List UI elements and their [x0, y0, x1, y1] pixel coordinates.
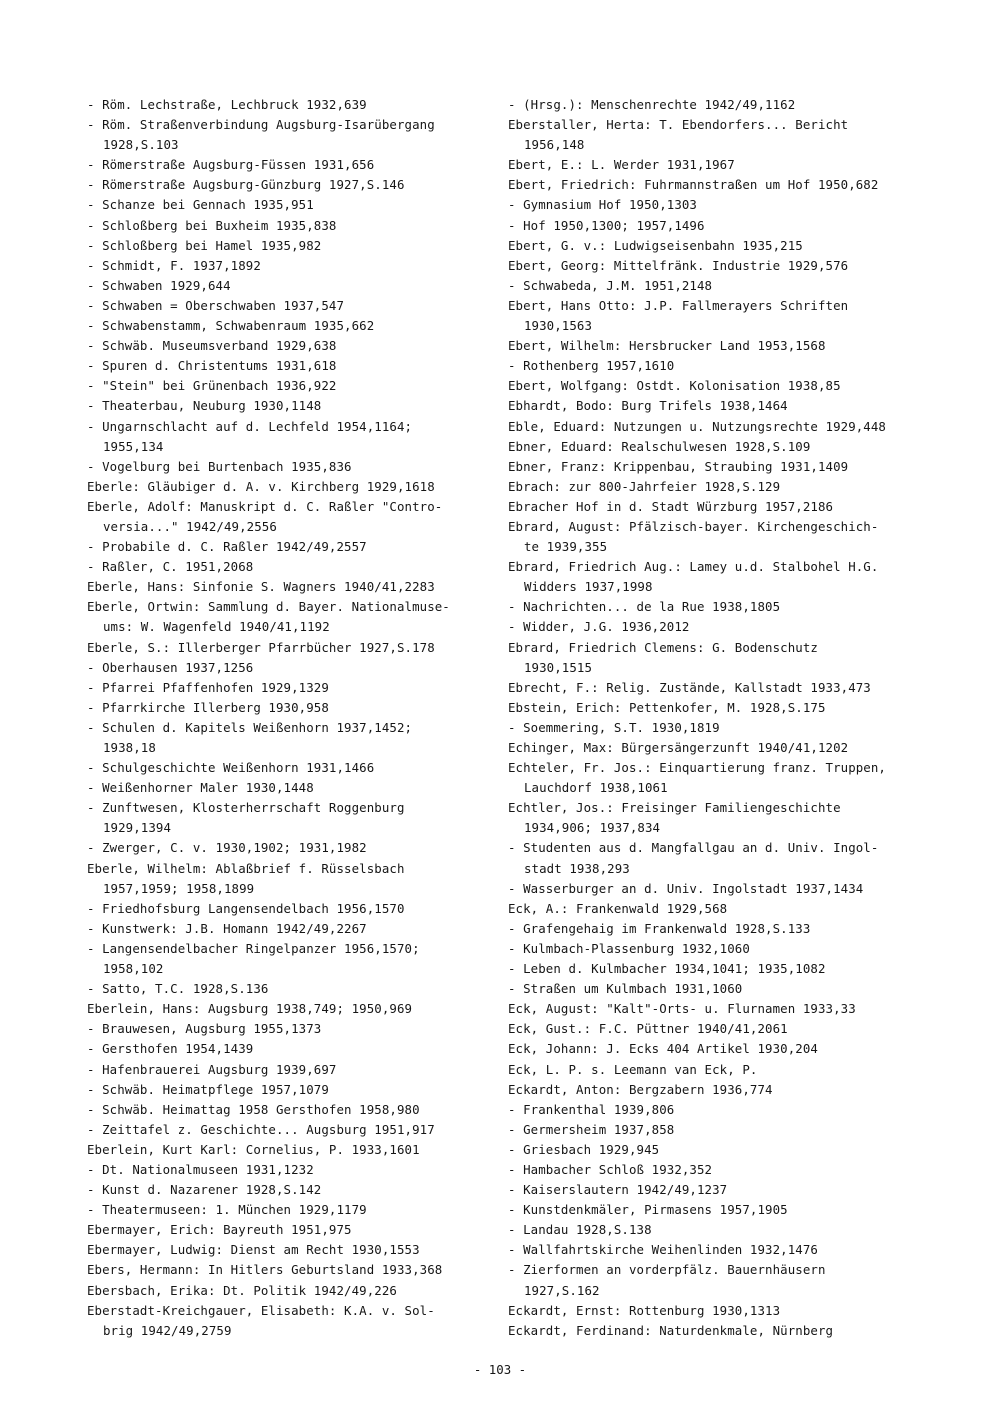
index-entry-line: - Pfarrkirche Illerberg 1930,958 — [87, 699, 329, 715]
index-entry-line: - Dt. Nationalmuseen 1931,1232 — [87, 1161, 314, 1177]
index-entry-continuation: 1934,906; 1937,834 — [524, 820, 661, 836]
index-entry — [508, 617, 918, 637]
index-entry-line: Echtler, Jos.: Freisinger Familiengeschichte — [508, 800, 841, 816]
index-entry-continuation: versia..." 1942/49,2556 — [103, 518, 277, 534]
index-entry — [87, 457, 487, 477]
index-entry-line: Eckardt, Anton: Bergzabern 1936,774 — [508, 1081, 773, 1097]
index-entry — [87, 718, 487, 758]
index-entry-line: - Kunstdenkmäler, Pirmasens 1957,1905 — [508, 1202, 788, 1218]
index-entry-line: - Römerstraße Augsburg-Füssen 1931,656 — [87, 157, 375, 173]
index-entry-line: - Schloßberg bei Buxheim 1935,838 — [87, 217, 337, 233]
index-entry — [87, 155, 487, 175]
index-entry-line: - Hof 1950,1300; 1957,1496 — [508, 217, 705, 233]
index-entry — [87, 216, 487, 236]
index-entry-line: Eck, Gust.: F.C. Püttner 1940/41,2061 — [508, 1021, 788, 1037]
index-entry-continuation: ums: W. Wagenfeld 1940/41,1192 — [103, 619, 330, 635]
index-entry-line: - Vogelburg bei Burtenbach 1935,836 — [87, 458, 352, 474]
index-entry-line: Ebner, Franz: Krippenbau, Straubing 1931,1409 — [508, 458, 849, 474]
index-entry — [87, 1240, 487, 1260]
index-entry-line: - Kaiserslautern 1942/49,1237 — [508, 1182, 728, 1198]
index-entry-continuation: 1928,S.103 — [103, 137, 179, 153]
index-entry — [508, 979, 918, 999]
index-entry — [87, 859, 487, 899]
index-entry-line: - Oberhausen 1937,1256 — [87, 659, 254, 675]
index-entry-line: - Zierformen an vorderpfälz. Bauernhäusern — [508, 1262, 826, 1278]
index-entry-line: - Probabile d. C. Raßler 1942/49,2557 — [87, 539, 367, 555]
index-entry — [87, 919, 487, 939]
index-entry-line: - Kulmbach-Plassenburg 1932,1060 — [508, 940, 750, 956]
index-entry — [508, 879, 918, 899]
index-entry — [87, 1200, 487, 1220]
index-entry-line: Ebert, G. v.: Ludwigseisenbahn 1935,215 — [508, 237, 803, 253]
index-entry-line: Ebstein, Erich: Pettenkofer, M. 1928,S.175 — [508, 699, 826, 715]
index-entry — [508, 557, 918, 597]
index-entry-line: - Zunftwesen, Klosterherrschaft Roggenburg — [87, 800, 405, 816]
index-entry — [508, 1240, 918, 1260]
index-entry-line: - Satto, T.C. 1928,S.136 — [87, 981, 269, 997]
index-entry-line: - Spuren d. Christentums 1931,618 — [87, 358, 337, 374]
index-entry — [87, 95, 487, 115]
index-entry — [508, 296, 918, 336]
index-entry-line: - Wallfahrtskirche Weihenlinden 1932,1476 — [508, 1242, 818, 1258]
index-entry-line: - Kunst d. Nazarener 1928,S.142 — [87, 1182, 322, 1198]
index-entry-line: - Schwäb. Museumsverband 1929,638 — [87, 338, 337, 354]
index-entry — [508, 497, 918, 517]
index-entry — [508, 1180, 918, 1200]
index-entry-continuation: Widders 1937,1998 — [524, 579, 653, 595]
index-entry-line: Eberlein, Kurt Karl: Cornelius, P. 1933,1601 — [87, 1141, 420, 1157]
index-entry — [508, 1100, 918, 1120]
index-entry-line: Ebert, E.: L. Werder 1931,1967 — [508, 157, 735, 173]
index-entry — [508, 939, 918, 959]
index-entry — [87, 899, 487, 919]
index-entry — [508, 517, 918, 557]
index-entry — [87, 557, 487, 577]
index-entry — [87, 1039, 487, 1059]
index-entry-line: Ebert, Friedrich: Fuhrmannstraßen um Hof 1950,682 — [508, 177, 879, 193]
index-entry-line: Ebrard, Friedrich Aug.: Lamey u.d. Stalbohel H.G. — [508, 559, 879, 575]
index-entry — [87, 979, 487, 999]
index-entry — [87, 999, 487, 1019]
index-entry — [508, 155, 918, 175]
index-entry-line: Ebrard, August: Pfälzisch-bayer. Kirchengeschich- — [508, 518, 879, 534]
index-entry-line: Eberle, Adolf: Manuskript d. C. Raßler "Contro- — [87, 498, 443, 514]
index-entry — [87, 798, 487, 838]
index-entry-line: - Schwaben = Oberschwaben 1937,547 — [87, 297, 345, 313]
index-entry — [87, 175, 487, 195]
index-entry-continuation: Lauchdorf 1938,1061 — [524, 780, 668, 796]
index-entry-line: - Schwabeda, J.M. 1951,2148 — [508, 277, 713, 293]
index-entry-continuation: 1957,1959; 1958,1899 — [103, 880, 255, 896]
index-entry-line: - Röm. Lechstraße, Lechbruck 1932,639 — [87, 97, 367, 112]
index-entry — [508, 376, 918, 396]
index-entry — [508, 437, 918, 457]
index-entry-continuation: brig 1942/49,2759 — [103, 1322, 232, 1338]
index-entry-line: - Theaterbau, Neuburg 1930,1148 — [87, 398, 322, 414]
index-entry — [87, 1080, 487, 1100]
page-number: - 103 - — [473, 1362, 527, 1377]
index-entry — [87, 1281, 487, 1301]
index-entry-line: - Brauwesen, Augsburg 1955,1373 — [87, 1021, 322, 1037]
index-entry-line: Ebert, Georg: Mittelfränk. Industrie 1929,576 — [508, 257, 849, 273]
index-entry — [508, 1080, 918, 1100]
index-entry-line: - Zeittafel z. Geschichte... Augsburg 1951,917 — [87, 1121, 435, 1137]
index-entry-line: Eberle, S.: Illerberger Pfarrbücher 1927,S.178 — [87, 639, 435, 655]
index-entry — [508, 738, 918, 758]
index-entry — [87, 477, 487, 497]
index-entry — [508, 758, 918, 798]
index-entry-continuation: 1927,S.162 — [524, 1282, 600, 1298]
index-entry — [508, 1301, 918, 1321]
index-entry-line: - Röm. Straßenverbindung Augsburg-Isarübergang — [87, 117, 435, 133]
index-entry — [87, 195, 487, 215]
index-entry — [508, 356, 918, 376]
index-entry — [87, 658, 487, 678]
index-entry — [508, 417, 918, 437]
index-entry-line: Eberstadt-Kreichgauer, Elisabeth: K.A. v. Sol- — [87, 1302, 435, 1318]
index-entry — [87, 1160, 487, 1180]
index-entry-line: Ebermayer, Erich: Bayreuth 1951,975 — [87, 1222, 352, 1238]
index-entry — [87, 778, 487, 798]
index-entry — [87, 1060, 487, 1080]
index-entry — [87, 577, 487, 597]
index-entry — [87, 256, 487, 276]
index-entry-line: - Schmidt, F. 1937,1892 — [87, 257, 261, 273]
index-entry-line: - Gersthofen 1954,1439 — [87, 1041, 254, 1057]
index-entry — [508, 276, 918, 296]
index-entry — [87, 115, 487, 155]
index-entry-line: - Zwerger, C. v. 1930,1902; 1931,1982 — [87, 840, 367, 856]
index-entry — [87, 1120, 487, 1140]
index-entry-line: - Studenten aus d. Mangfallgau an d. Univ. Ingol- — [508, 840, 879, 856]
index-entry-line: - Schloßberg bei Hamel 1935,982 — [87, 237, 322, 253]
index-entry-line: - Schwäb. Heimattag 1958 Gersthofen 1958,980 — [87, 1101, 420, 1117]
index-entry-line: - Frankenthal 1939,806 — [508, 1101, 675, 1117]
index-entry-line: Eckardt, Ernst: Rottenburg 1930,1313 — [508, 1302, 781, 1318]
index-entry — [508, 1019, 918, 1039]
index-entry-line: - Rothenberg 1957,1610 — [508, 358, 675, 374]
index-entry — [87, 376, 487, 396]
index-entry — [508, 1220, 918, 1240]
index-entry-line: Ebhardt, Bodo: Burg Trifels 1938,1464 — [508, 398, 788, 414]
left-column — [87, 95, 487, 1341]
index-entry-line: Ebert, Wolfgang: Ostdt. Kolonisation 1938,85 — [508, 378, 841, 394]
index-entry — [508, 678, 918, 698]
index-entry-continuation: stadt 1938,293 — [524, 860, 630, 876]
index-entry — [87, 939, 487, 979]
index-entry — [508, 477, 918, 497]
index-entry-line: - Leben d. Kulmbacher 1934,1041; 1935,1082 — [508, 961, 826, 977]
index-entry — [87, 336, 487, 356]
index-entry-line: - Germersheim 1937,858 — [508, 1121, 675, 1137]
index-entry-continuation: 1930,1563 — [524, 318, 593, 334]
index-entry-line: Echteler, Fr. Jos.: Einquartierung franz. Truppen, — [508, 760, 886, 776]
index-entry-line: Ebrecht, F.: Relig. Zustände, Kallstadt 1933,473 — [508, 679, 871, 695]
index-entry-line: - Friedhofsburg Langensendelbach 1956,1570 — [87, 900, 405, 916]
index-entry-line: - Wasserburger an d. Univ. Ingolstadt 1937,1434 — [508, 880, 864, 896]
index-entry-line: Eberle, Ortwin: Sammlung d. Bayer. Nationalmuse- — [87, 599, 450, 615]
index-entry — [87, 1100, 487, 1120]
index-entry — [508, 95, 918, 115]
index-entry-line: Eberstaller, Herta: T. Ebendorfers... Bericht — [508, 117, 849, 133]
index-entry-line: - Gymnasium Hof 1950,1303 — [508, 197, 697, 213]
index-entry — [508, 1140, 918, 1160]
index-entry — [87, 537, 487, 557]
index-entry-line: - Soemmering, S.T. 1930,1819 — [508, 719, 720, 735]
index-entry — [508, 838, 918, 878]
index-entry-line: - Schwäb. Heimatpflege 1957,1079 — [87, 1081, 329, 1097]
index-entry — [508, 638, 918, 678]
index-entry-continuation: 1956,148 — [524, 137, 585, 153]
index-entry — [508, 1321, 918, 1341]
index-entry — [508, 798, 918, 838]
index-entry-line: Eck, Johann: J. Ecks 404 Artikel 1930,204 — [508, 1041, 818, 1057]
index-entry — [87, 1260, 487, 1280]
index-entry-line: - Straßen um Kulmbach 1931,1060 — [508, 981, 743, 997]
index-entry-line: Eck, A.: Frankenwald 1929,568 — [508, 900, 728, 916]
index-entry-line: Ebers, Hermann: In Hitlers Geburtsland 1933,368 — [87, 1262, 443, 1278]
index-entry — [508, 698, 918, 718]
index-entry — [87, 678, 487, 698]
index-entry — [87, 356, 487, 376]
index-entry-line: - Ungarnschlacht auf d. Lechfeld 1954,1164; — [87, 418, 413, 434]
index-entry-line: - Nachrichten... de la Rue 1938,1805 — [508, 599, 781, 615]
index-entry — [508, 1200, 918, 1220]
index-entry-line: - Römerstraße Augsburg-Günzburg 1927,S.146 — [87, 177, 405, 193]
index-entry-line: - Schanze bei Gennach 1935,951 — [87, 197, 314, 213]
index-entry — [508, 195, 918, 215]
index-entry-line: Ebracher Hof in d. Stadt Würzburg 1957,2186 — [508, 498, 834, 514]
index-entry-line: - Hafenbrauerei Augsburg 1939,697 — [87, 1061, 337, 1077]
index-entry-line: - Schulgeschichte Weißenhorn 1931,1466 — [87, 760, 375, 776]
index-entry — [87, 758, 487, 778]
index-entry — [508, 336, 918, 356]
index-entry-line: - Griesbach 1929,945 — [508, 1141, 660, 1157]
index-entry-continuation: 1929,1394 — [103, 820, 172, 836]
index-entry — [508, 175, 918, 195]
index-entry — [508, 115, 918, 155]
index-entry-line: - Theatermuseen: 1. München 1929,1179 — [87, 1202, 367, 1218]
index-entry — [508, 457, 918, 477]
index-entry-line: - Schwabenstamm, Schwabenraum 1935,662 — [87, 318, 375, 334]
index-entry — [87, 497, 487, 537]
index-entry-line: - Raßler, C. 1951,2068 — [87, 559, 254, 575]
index-entry-line: Ebrach: zur 800-Jahrfeier 1928,S.129 — [508, 478, 781, 494]
index-entry-line: Eck, August: "Kalt"-Orts- u. Flurnamen 1933,33 — [508, 1001, 856, 1017]
index-entry — [508, 999, 918, 1019]
index-entry — [87, 236, 487, 256]
index-entry-line: Eble, Eduard: Nutzungen u. Nutzungsrechte 1929,448 — [508, 418, 886, 434]
index-entry-line: - Hambacher Schloß 1932,352 — [508, 1161, 713, 1177]
index-entry — [87, 1301, 487, 1341]
index-entry — [508, 396, 918, 416]
index-entry-line: - "Stein" bei Grünenbach 1936,922 — [87, 378, 337, 394]
index-entry-line: Ebermayer, Ludwig: Dienst am Recht 1930,1553 — [87, 1242, 420, 1258]
index-entry — [87, 1140, 487, 1160]
index-entry-continuation: 1938,18 — [103, 740, 156, 755]
index-entry-line: Echinger, Max: Bürgersängerzunft 1940/41,1202 — [508, 740, 849, 755]
index-entry-line: Eberle: Gläubiger d. A. v. Kirchberg 1929,1618 — [87, 478, 435, 494]
index-entry — [508, 1039, 918, 1059]
index-entry — [508, 216, 918, 236]
index-entry-continuation: te 1939,355 — [524, 539, 608, 555]
index-entry — [87, 316, 487, 336]
index-entry-line: Eberle, Wilhelm: Ablaßbrief f. Rüsselsbach — [87, 860, 405, 876]
index-entry-line: Ebrard, Friedrich Clemens: G. Bodenschutz — [508, 639, 818, 655]
index-entry — [508, 919, 918, 939]
index-entry — [87, 417, 487, 457]
index-entry-line: - Landau 1928,S.138 — [508, 1222, 652, 1238]
index-entry — [508, 256, 918, 276]
index-entry-continuation: 1958,102 — [103, 961, 164, 977]
index-entry-line: Eckardt, Ferdinand: Naturdenkmale, Nürnberg — [508, 1322, 834, 1338]
index-entry-line: Eberle, Hans: Sinfonie S. Wagners 1940/41,2283 — [87, 579, 435, 595]
index-entry-line: Ebner, Eduard: Realschulwesen 1928,S.109 — [508, 438, 811, 454]
index-entry — [87, 698, 487, 718]
index-entry — [87, 838, 487, 858]
index-entry — [508, 597, 918, 617]
index-entry-line: Ebersbach, Erika: Dt. Politik 1942/49,226 — [87, 1282, 397, 1298]
index-entry — [87, 638, 487, 658]
index-entry — [508, 1120, 918, 1140]
index-entry-continuation: 1955,134 — [103, 438, 164, 454]
index-entry-line: - (Hrsg.): Menschenrechte 1942/49,1162 — [508, 97, 796, 112]
index-entry — [508, 236, 918, 256]
index-entry-line: - Langensendelbacher Ringelpanzer 1956,1570; — [87, 940, 420, 956]
index-entry — [508, 1160, 918, 1180]
index-entry-line: Eck, L. P. s. Leemann van Eck, P. — [508, 1061, 758, 1077]
index-entry-line: - Schwaben 1929,644 — [87, 277, 231, 293]
index-entry — [508, 1260, 918, 1300]
index-entry — [508, 1060, 918, 1080]
index-entry — [87, 276, 487, 296]
index-entry-line: Eberlein, Hans: Augsburg 1938,749; 1950,969 — [87, 1001, 413, 1017]
index-entry-line: - Schulen d. Kapitels Weißenhorn 1937,1452; — [87, 719, 413, 735]
index-entry — [87, 1220, 487, 1240]
index-entry-line: - Grafengehaig im Frankenwald 1928,S.133 — [508, 920, 811, 936]
right-column — [508, 95, 918, 1341]
index-entry — [87, 1180, 487, 1200]
index-entry-line: Ebert, Hans Otto: J.P. Fallmerayers Schriften — [508, 297, 849, 313]
index-entry-line: - Weißenhorner Maler 1930,1448 — [87, 780, 314, 796]
index-entry — [87, 1019, 487, 1039]
index-entry — [508, 718, 918, 738]
index-entry-line: Ebert, Wilhelm: Hersbrucker Land 1953,1568 — [508, 338, 826, 354]
index-entry-line: - Widder, J.G. 1936,2012 — [508, 619, 690, 635]
index-entry-line: - Kunstwerk: J.B. Homann 1942/49,2267 — [87, 920, 367, 936]
index-entry-line: - Pfarrei Pfaffenhofen 1929,1329 — [87, 679, 329, 695]
index-entry — [87, 396, 487, 416]
index-entry — [508, 899, 918, 919]
index-entry — [87, 597, 487, 637]
index-entry-continuation: 1930,1515 — [524, 659, 593, 675]
index-entry — [508, 959, 918, 979]
index-entry — [87, 296, 487, 316]
